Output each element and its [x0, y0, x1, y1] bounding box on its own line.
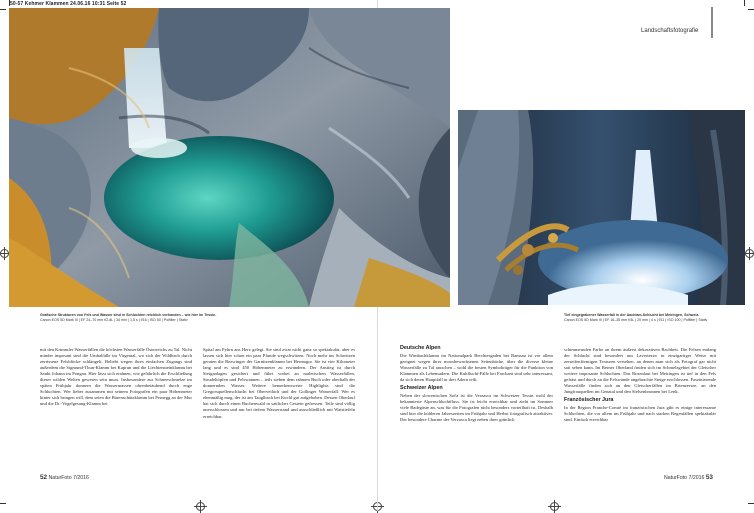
column-4-text-1: schimmernden Farbe an ihrem äußerst dekorativen Bachbett. Die Felsen entlang der Schlucht sind besonders um Lavertezzo in einzigartiger Weise mit zerseifenförmigen Texturen versehen, an denen man sich als Fotograf gar nicht satt sehen kann. Im Berner Oberland finden sich im Schmelzgebiet der Gletscher weitere imposante Schluchten. Das Rosenlaui bei Meiringen ist tief in den Fels gefräst und durch an die Felswände angebrachte Steige erschlossen. Faszinierende Wasserfälle finden sich an den Gletscherfällen im Brienzersee, an den Jungfrauquellen im Genatal und den Stelsenbrunnen bei Lenk. [564, 347, 716, 395]
folio-right [664, 474, 713, 481]
article-column-1 [40, 347, 192, 407]
column-2-text: Spital am Pyhrn ans Herz gelegt. Sie sind zwar nicht ganz so spektakulär, aber es lassen sich hier schon ein paar Pfunde wegschwitzen. Noch mehr ins Schwitzen geraten die Bezwinger der Garnitzenklamm bei Hermagor. Sie ist vier Kilometer lang und es sind 450 Höhenmeter zu erwandern. Der Anstieg ist durch Steiganlagen gesichert und führt vorbei an malerischen Wasserfällen, Strudeltöpfen und Felswannen – teils sieben dem rahmen Buch oder oberhalb der donnernden Wasser. Weitere bemerkenswerte Highlights sind die Gregorsquellenschlucht bei Oberveilach und der Gollinger Wasserfall. Wer es ebenmäßig mag, der ist am Tauglbach bei Kuchl gut aufgehoben. Dessen Oberlauf hat sich durch einen Buchenwald in sattlicher Gestein gefressen. Teile sind völlig unerschlossen und nur bei tiefem Wasserstand und ausschließlich mit Watstiefeln erreichbar. [203, 347, 355, 419]
folio-left [40, 474, 89, 481]
section-label: Landschaftsfotografie [641, 28, 699, 34]
print-slug: 50-57 Kehmer Klammen 24.06.16 10:31 Seite 52 [10, 1, 127, 7]
registration-mark [550, 502, 559, 511]
right-caption-text: Tief eingegrabener Wasserfall in der Aachlam-Schlucht bei Meiringen, Schweiz. [564, 313, 700, 317]
column-1-text: mit den Krimmler Wasserfällen die höchsten Wasserfälle Österreichs zu Tal. Nicht minder imposant sind die Umbalfälle im Virgental, wo sich der Wildbach durch zerrissene Felsblöcke schlängelt. Beliebt wegen ihres einfachen Zugangs sind außerdem die Sigmund-Thun-Klamm bei Kaprun und die Liechtensteinklamm bei Sankt Johann im Pongau. Hier lässt sich erahnen, wie gefährlich die Erschließung dieser wilden Welten gewesen sein muss. Insbesondere zur Schneeschmelze im späten Frühjahr donnern die Wassermassen ohrenbetäubend durch enge Schluchten. Wer lieber zusammen mit seinem Fotografen ein paar Höhenmeter hinter sich bringen will, dem seien die Bärenschützklamm bei Pernegg an der Mur und die Dr.-Vogelgesang-Klamm bei [40, 347, 192, 407]
article-column-3 [400, 343, 553, 423]
page-number-left: 52 [40, 474, 48, 481]
right-photo-caption [564, 313, 744, 323]
article-column-4 [564, 347, 716, 424]
registration-mark [745, 249, 754, 258]
left-caption-settings: Canon EOS 5D Mark III | EF 24–70 mm f/2.8L | 34 mm | 1,5 s | f/16 | ISO 50 | Polfilter | Stativ [40, 318, 188, 322]
section-marker-bar [711, 7, 713, 38]
gorge-pool-photo [9, 8, 450, 307]
crop-mark [748, 9, 754, 10]
column-3-text-1: Die Wimbachklamm im Nationalpark Berchtesgaden bei Ramsau ist vor allem geeignet wegen ihrer moosbewachsenen Seitenbäche, über die diverse kleine Wasserfälle zu Tal rauschen – wohl die besten Symbolträger für die Funktion von Klammen als Lebensadern. Die Kuhflucht-Fälle bei Farchant sind sehr interessant, da sich deren Hauptfall in drei Adern teilt. [400, 353, 553, 383]
registration-mark [0, 249, 9, 258]
crop-mark [744, 0, 745, 6]
crop-mark [0, 503, 6, 504]
page-number-right: 53 [705, 474, 713, 481]
crop-mark [748, 503, 754, 504]
registration-mark [196, 502, 205, 511]
gorge-waterfall-photo [458, 110, 745, 305]
left-photo-caption [40, 313, 350, 323]
left-caption-text: Grafische Strukturen von Fels und Wasser sind in Schluchten reichlich vorhanden – wie hier im Tessin. [40, 313, 217, 317]
magazine-name-right: NaturFoto 7/2016 [664, 475, 705, 481]
subheading-franzoesischer-jura: Französischer Jura [564, 397, 614, 404]
article-column-2 [203, 347, 355, 420]
crop-mark [9, 0, 10, 6]
magazine-name-left: NaturFoto 7/2016 [48, 475, 89, 481]
subheading-schweizer-alpen: Schweizer Alpen [400, 385, 443, 392]
crop-mark [0, 9, 6, 10]
subheading-deutsche-alpen: Deutsche Alpen [400, 345, 441, 351]
column-3-text-2: Neben der slowenischen Soča ist die Verzasca im Schweizer Tessin wohl der bekannteste Alpenschluchtfluss. Sie ist leicht erreichbar und zieht im Sommer viele Badegäste an, was für die Fotografen nicht besonders vorteilhaft ist. Deshalb sind hier die kühleren Jahreszeiten im Frühjahr und Herbst fotografisch attraktiver. Der besondere Charme der Verzasca liegt neben ihrer grünlich [400, 393, 553, 423]
column-4-text-2: In der Region Franche-Comté im französischen Jura gibt es einige interessante Schluchten, die vor allem im Frühjahr und nach starken Regenfällen spektakulär sind. Einfach erreichbar [564, 405, 716, 423]
right-caption-settings: Canon EOS 5D Mark III | EF 16–35 mm f/4L | 20 mm | 4 s | f/11 | ISO 100 | Polfilter | Stativ [564, 318, 708, 322]
